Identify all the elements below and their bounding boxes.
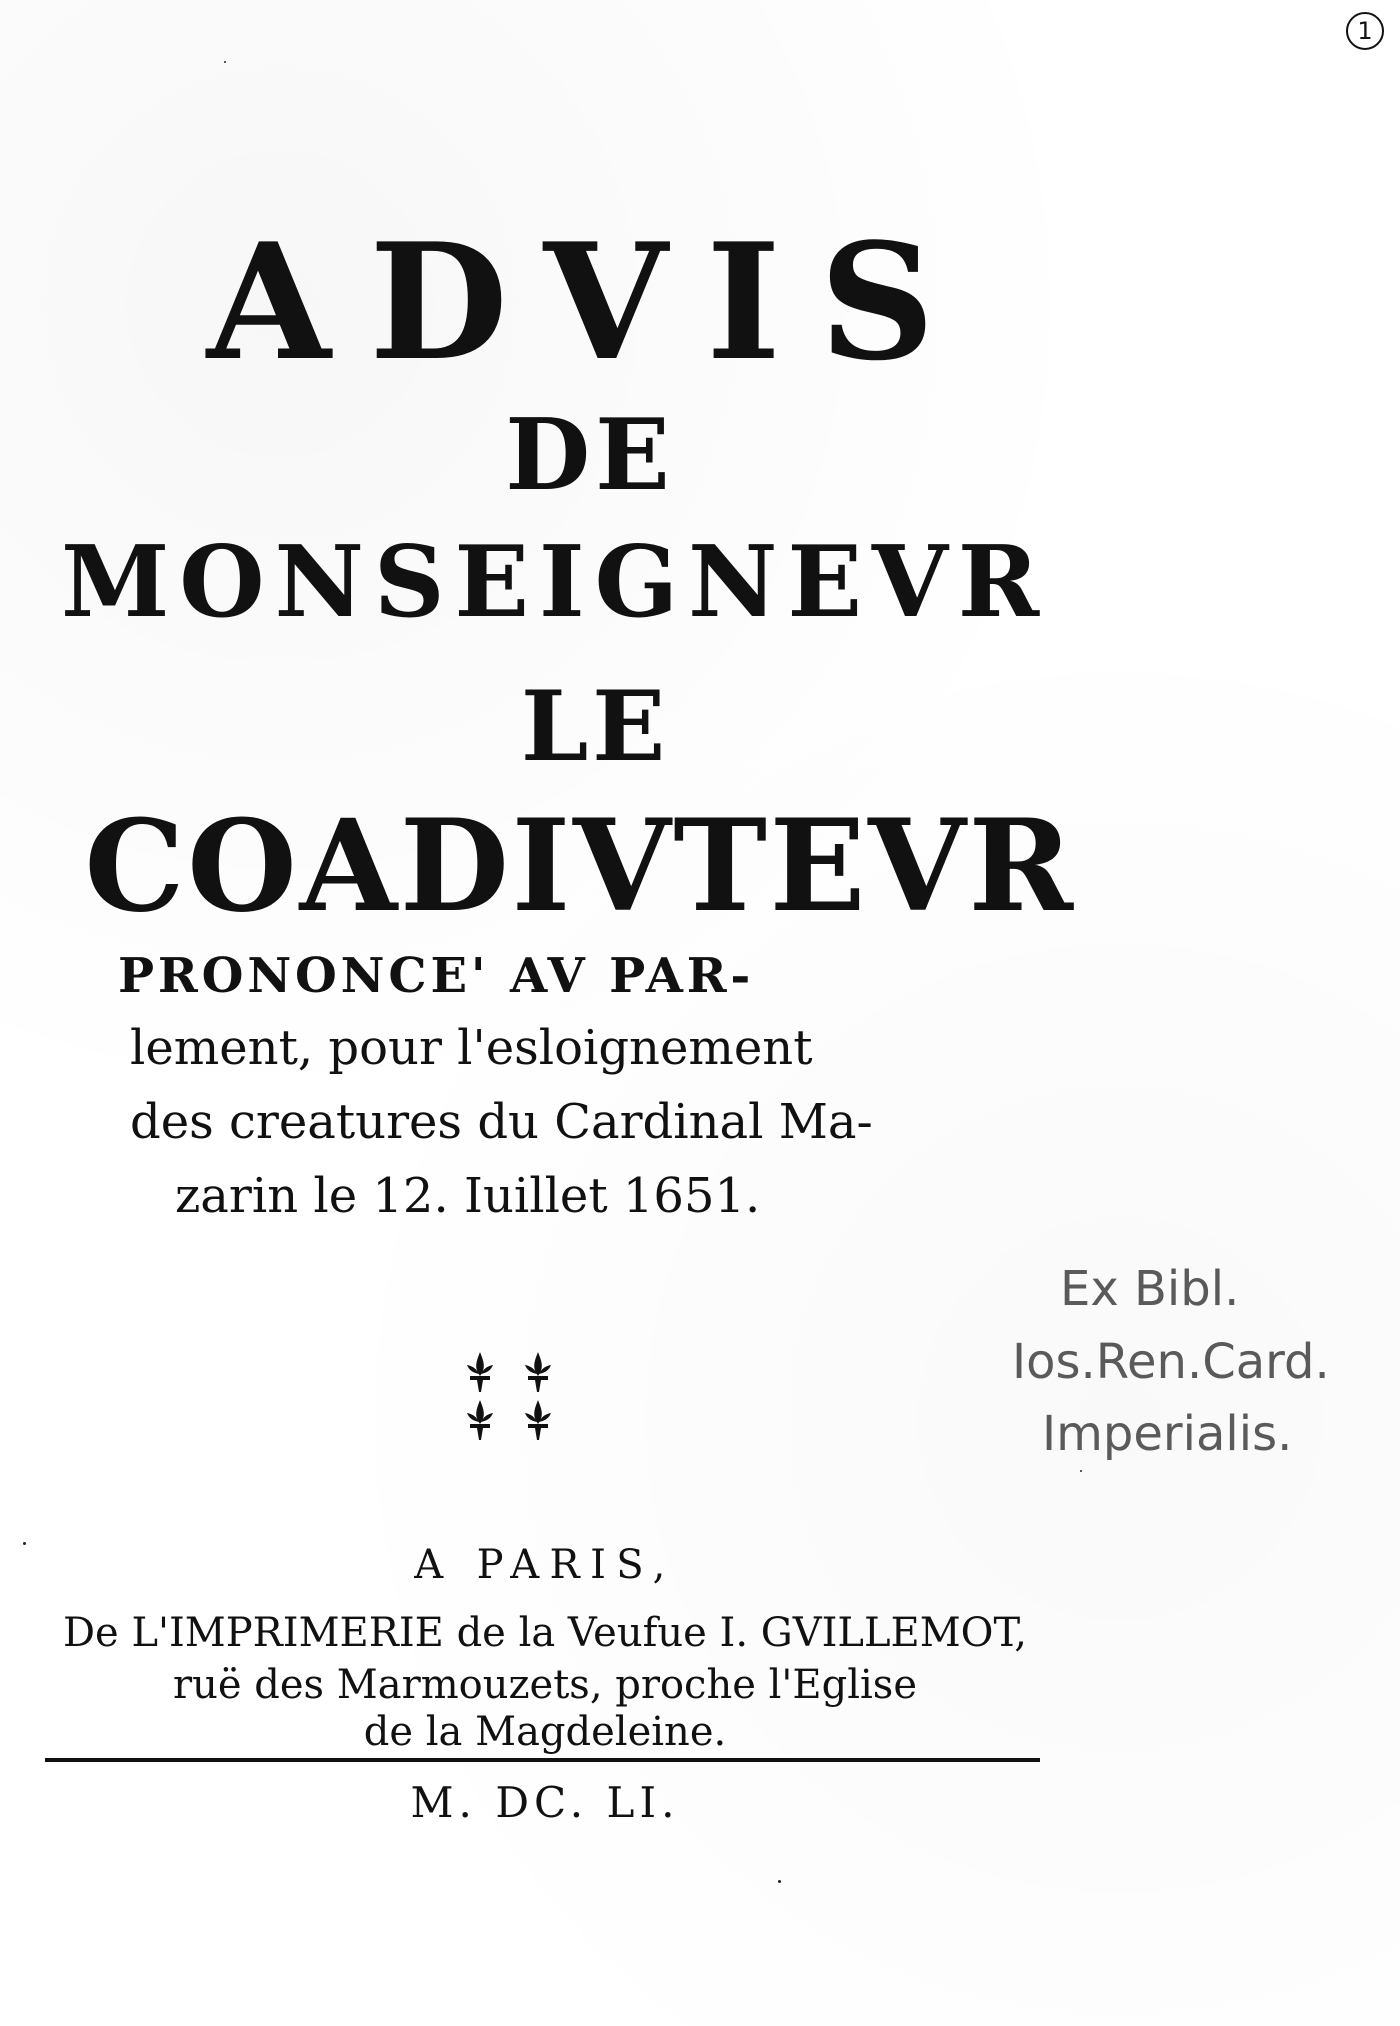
- library-stamp-line-3: Imperialis.: [1042, 1406, 1293, 1462]
- paper-speck: [1080, 1470, 1082, 1472]
- title-coadjuteur: COADIVTEVR: [84, 792, 1076, 940]
- imprint-church-line: de la Magdeleine.: [363, 1709, 727, 1755]
- title-monseigneur: MONSEIGNEVR: [61, 525, 1049, 640]
- paper-speck: [778, 1880, 781, 1883]
- subtitle-line-3: des creatures du Cardinal Ma-: [130, 1094, 873, 1150]
- imprint-printer-line: De L'IMPRIMERIE de la Veufue I. GVILLEMOT,: [62, 1610, 1027, 1656]
- page-number: 1: [1346, 12, 1384, 50]
- title-de: DE: [505, 398, 675, 513]
- library-stamp-line-2: Ios.Ren.Card.: [1012, 1334, 1330, 1390]
- subtitle-line-1: PRONONCE' AV PAR-: [118, 948, 755, 1004]
- paper-speck: [23, 1542, 26, 1545]
- fleur-de-lis-ornament-icon: [450, 1340, 575, 1450]
- subtitle-line-4: zarin le 12. Iuillet 1651.: [175, 1168, 761, 1224]
- paper-speck: [224, 61, 226, 63]
- imprint-place: A PARIS,: [414, 1542, 676, 1588]
- imprint-street-line: ruë des Marmouzets, proche l'Eglise: [172, 1662, 917, 1708]
- title-advis: ADVIS: [206, 208, 974, 396]
- library-stamp-line-1: Ex Bibl.: [1060, 1261, 1240, 1317]
- imprint-date: M. DC. LI.: [410, 1778, 680, 1827]
- title-le: LE: [520, 670, 670, 783]
- subtitle-line-2: lement, pour l'esloignement: [130, 1020, 813, 1076]
- imprint-divider: [45, 1758, 1040, 1762]
